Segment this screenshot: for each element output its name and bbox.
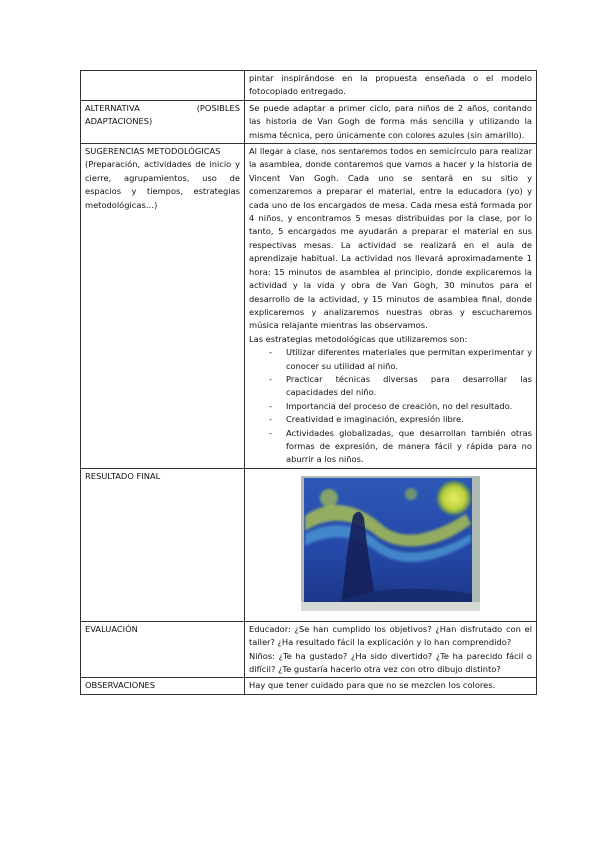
row-label-alternativa bbox=[81, 100, 245, 143]
list-item: - Importancia del proceso de creación, no del resultado. bbox=[249, 400, 532, 413]
label-posibles: (POSIBLES bbox=[196, 102, 240, 113]
list-item: - Actividades globalizadas, que desarrollan también otras formas de expresión, de manera fácil y rápida para no aburrir a los niños. bbox=[249, 427, 532, 467]
table-row bbox=[81, 678, 537, 694]
list-item: - Practicar técnicas diversas para desarrollar las capacidades del niño. bbox=[249, 373, 532, 400]
painting-photo bbox=[301, 476, 480, 611]
resultado-cell bbox=[245, 468, 537, 621]
row-label-resultado: RESULTADO FINAL bbox=[81, 468, 245, 621]
evaluacion-ninos: Niños: ¿Te ha gustado? ¿Ha sido divertido? ¿Te ha parecido fácil o difícil? ¿Te gustaría hacerlo otra vez con otro dibujo distinto? bbox=[249, 650, 532, 674]
continuation-text: pintar inspirándose en la propuesta enseñada o el modelo fotocopiado entregado. bbox=[245, 71, 537, 101]
table-row bbox=[81, 468, 537, 621]
table-row bbox=[81, 100, 537, 143]
label-alternativa: ALTERNATIVA bbox=[85, 102, 140, 113]
table-row bbox=[81, 71, 537, 101]
label-adaptaciones: ADAPTACIONES) bbox=[85, 116, 153, 127]
painting-photo-icon bbox=[301, 476, 480, 611]
label-sugerencias-detail: (Preparación, actividades de inicio y cierre, agrupamientos, uso de espacios y tiempos, estrategias metodológicas…) bbox=[85, 159, 240, 210]
row-label-observaciones: OBSERVACIONES bbox=[81, 678, 245, 694]
list-item: - Creatividad e imaginación, expresión libre. bbox=[249, 413, 532, 426]
observaciones-text: Hay que tener cuidado para que no se mezclen los colores. bbox=[245, 678, 537, 694]
sugerencias-cell bbox=[245, 144, 537, 469]
row-label-sugerencias bbox=[81, 144, 245, 469]
strategies-intro: Las estrategias metodológicas que utilizaremos son: bbox=[249, 333, 468, 344]
row-label-evaluacion: EVALUACIÓN bbox=[81, 621, 245, 678]
alternativa-text: Se puede adaptar a primer ciclo, para niños de 2 años, contando las historia de Van Gogh de forma más sencilla y utilizando la misma técnica, pero únicamente con colores azules (sin amarillo). bbox=[245, 100, 537, 143]
strategies-list bbox=[249, 346, 532, 467]
table-row bbox=[81, 621, 537, 678]
row-label-empty bbox=[81, 71, 245, 101]
list-item: - Utilizar diferentes materiales que permitan experimentar y conocer su utilidad al niño. bbox=[249, 346, 532, 373]
evaluacion-cell bbox=[245, 621, 537, 678]
sugerencias-text: Al llegar a clase, nos sentaremos todos en semicírculo para realizar la asamblea, donde contaremos que vamos a hacer y la historia de Vincent Van Gogh. Cada uno se sentará en su sitio y comenzaremos a preparar el material, entre la educadora (yo) y cada uno de los encargados de mesa. Cada mesa está formada por 4 niños, y encontramos 5 mesas distribuidas por la clase, por lo tanto, 5 encargados me ayudarán a preparar el material en sus respectivas mesas. La actividad se realizará en el aula de aprendizaje habitual. La actividad nos llevará aproximadamente 1 hora: 15 minutos de asamblea al principio, donde explicaremos la actividad y la vida y obra de Van Gogh, 30 minutos para el desarrollo de la actividad, y 15 minutos de asamblea final, donde explicaremos y analizaremos nuestras obras y escucharemos música relajante mientras las observamos. bbox=[249, 146, 532, 331]
table-row bbox=[81, 144, 537, 469]
activity-table bbox=[80, 70, 537, 695]
evaluacion-educador: Educador: ¿Se han cumplido los objetivos? ¿Han disfrutado con el taller? ¿Ha resultado fácil la explicación y lo han comprendido? bbox=[249, 623, 532, 648]
label-sugerencias: SUGERENCIAS METODOLÓGICAS bbox=[85, 146, 221, 157]
